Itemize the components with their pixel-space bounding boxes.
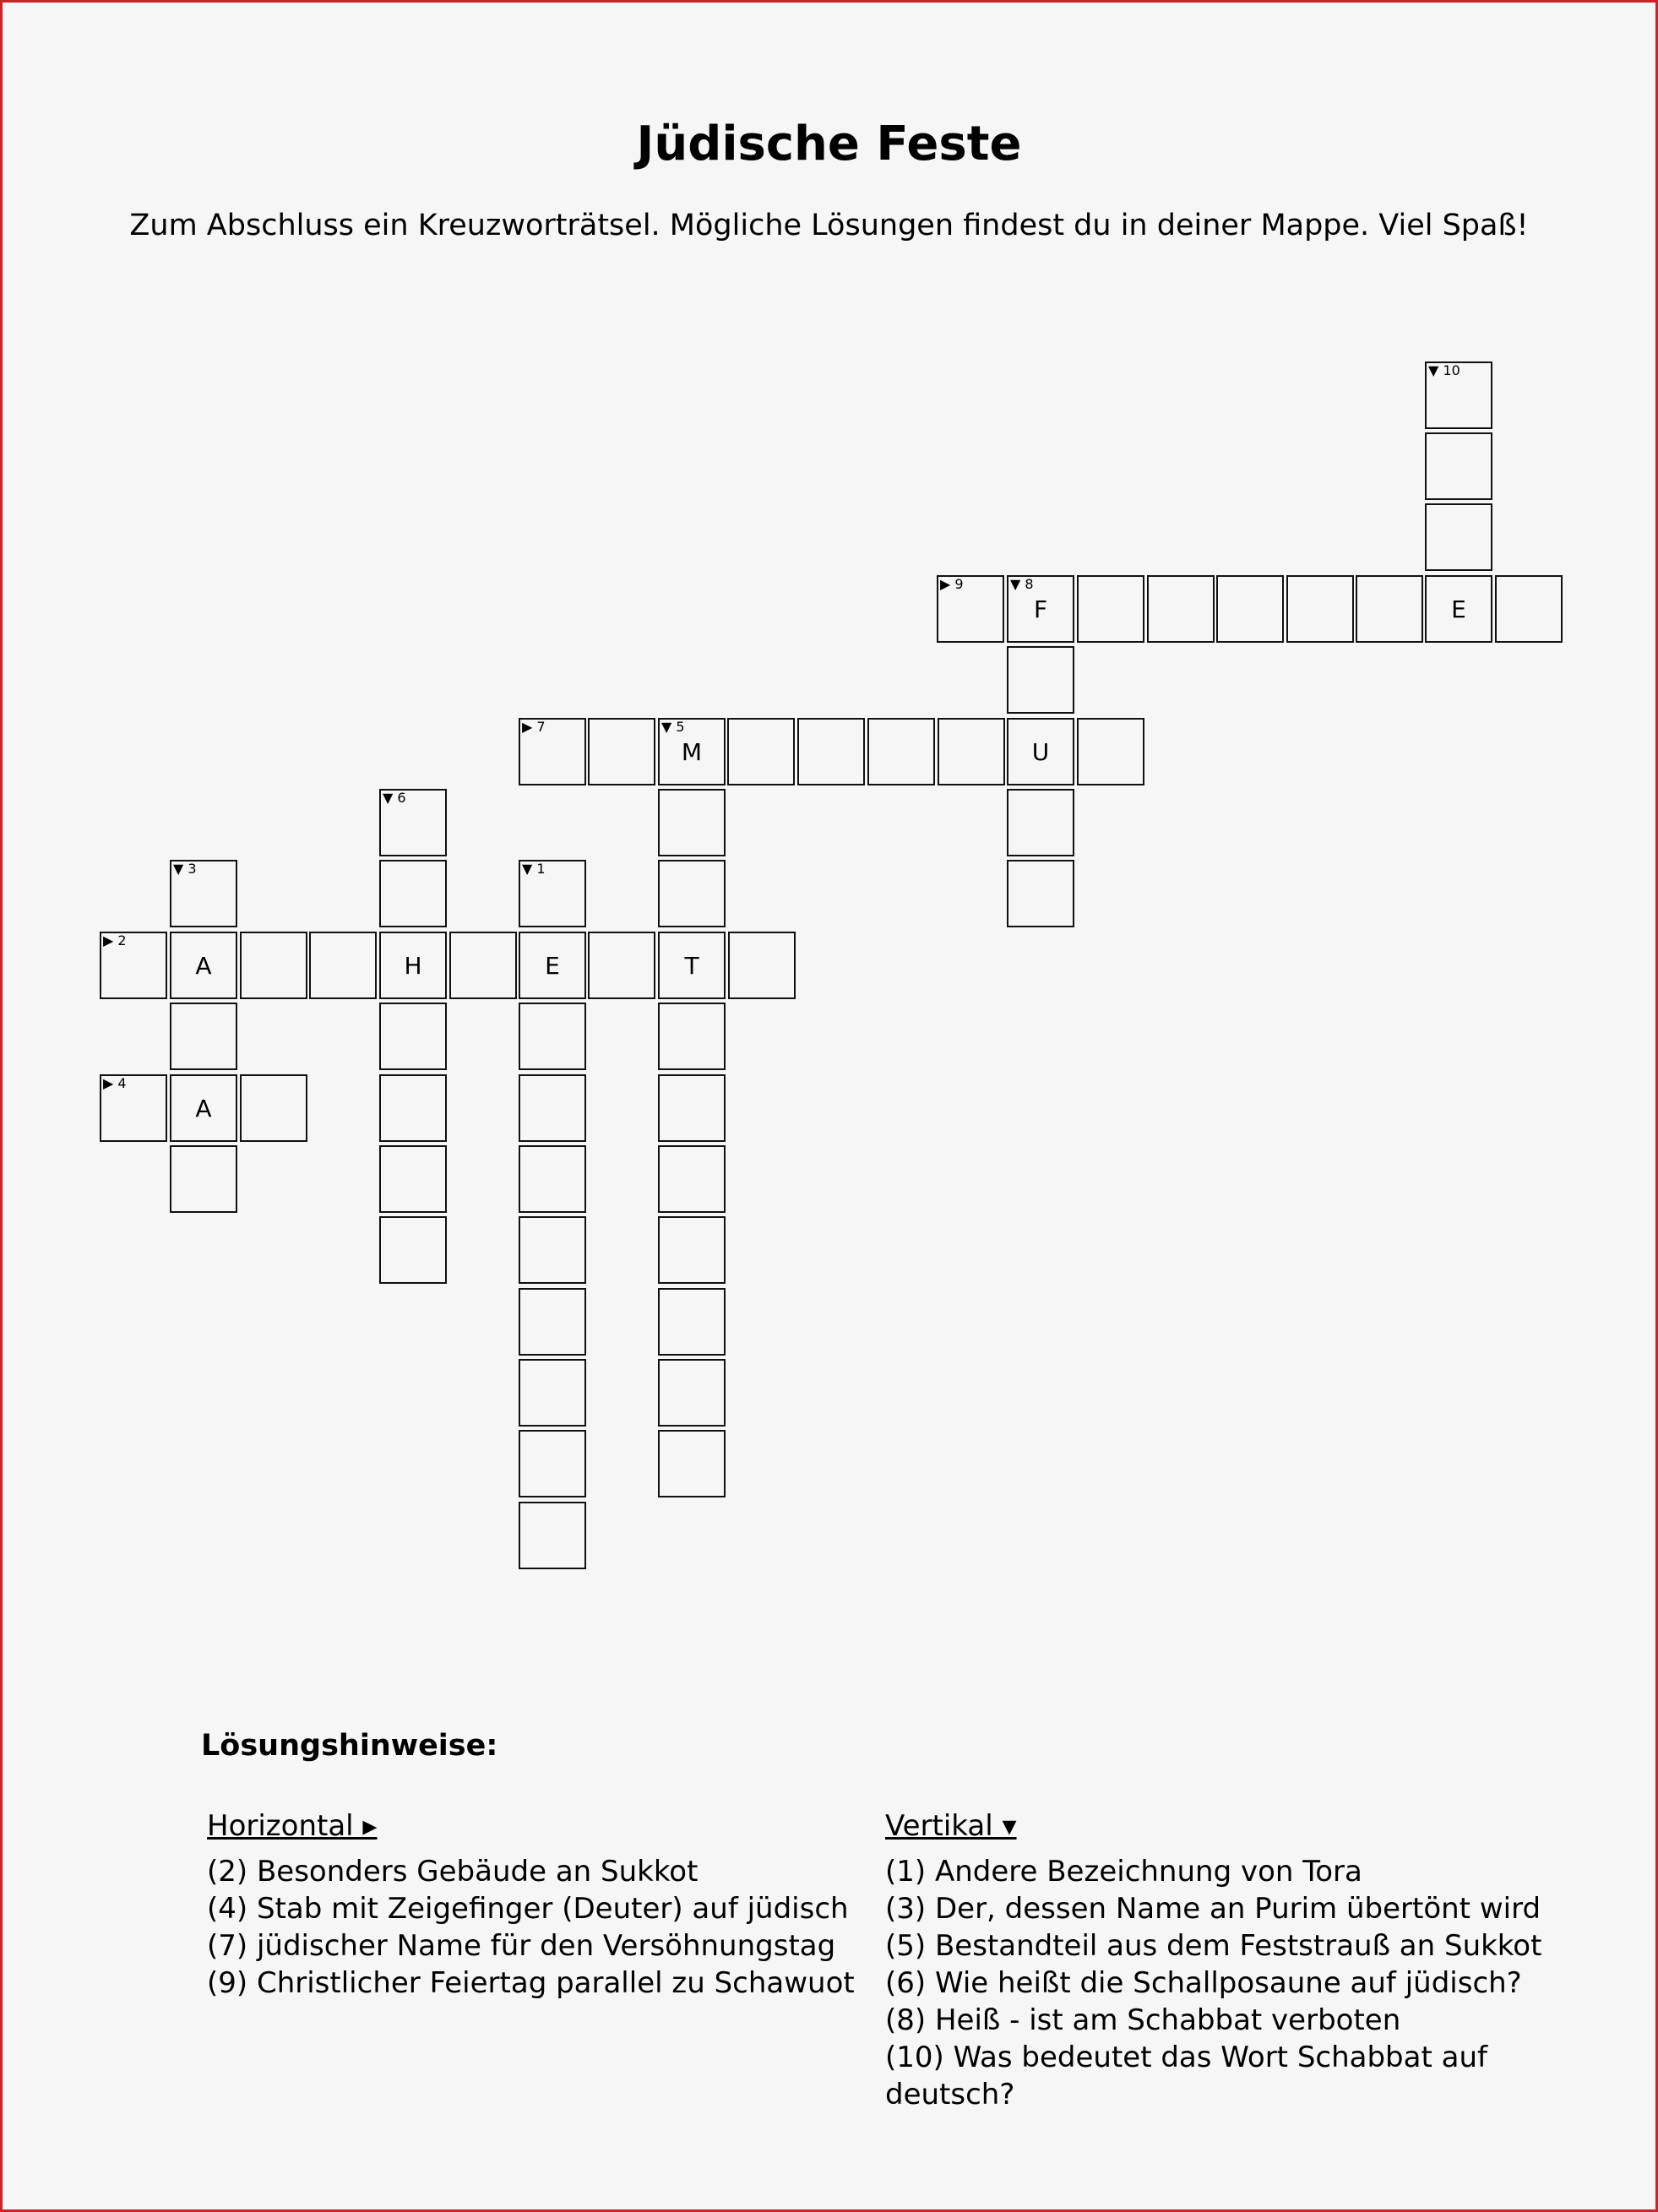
- crossword-cell-1[interactable]: [519, 1003, 586, 1070]
- clue-item: (9) Christlicher Feiertag parallel zu Schawuot: [207, 1966, 855, 2000]
- crossword-cell-6[interactable]: [379, 1216, 447, 1284]
- clue-item: (3) Der, dessen Name an Purim übertönt wird: [885, 1892, 1541, 1926]
- crossword-cell-9[interactable]: [1077, 575, 1144, 643]
- crossword-cell-3[interactable]: [170, 932, 237, 999]
- clue-number: ▼ 8: [1010, 576, 1034, 592]
- crossword-cell-7[interactable]: [727, 718, 795, 785]
- crossword-cell-8[interactable]: [1007, 718, 1074, 785]
- vertical-clues: [885, 1807, 1544, 2113]
- crossword-cell-1[interactable]: [519, 1430, 586, 1497]
- crossword-cell-2[interactable]: [100, 932, 167, 999]
- cell-letter: F: [1033, 595, 1048, 623]
- crossword-cell-7[interactable]: [797, 718, 865, 785]
- crossword-cell-4[interactable]: [100, 1074, 167, 1142]
- crossword-cell-1[interactable]: [519, 1145, 586, 1213]
- crossword-cell-9[interactable]: [937, 575, 1004, 643]
- crossword-cell-7[interactable]: [867, 718, 935, 785]
- crossword-cell-3[interactable]: [170, 860, 237, 927]
- crossword-cell-7[interactable]: [588, 718, 655, 785]
- clue-item: (1) Andere Bezeichnung von Tora: [885, 1855, 1362, 1889]
- clue-item: (2) Besonders Gebäude an Sukkot: [207, 1855, 699, 1889]
- page-subtitle: Zum Abschluss ein Kreuzworträtsel. Mögliche Lösungen findest du in deiner Mappe. Viel Spaß!: [129, 209, 1529, 242]
- crossword-cell-6[interactable]: [379, 860, 447, 927]
- clue-item: (5) Bestandteil aus dem Feststrauß an Sukkot: [885, 1929, 1542, 1963]
- crossword-cell-1[interactable]: [519, 1216, 586, 1284]
- clue-item: (4) Stab mit Zeigefinger (Deuter) auf jüdisch: [207, 1892, 849, 1926]
- clue-number: ▶ 2: [103, 932, 127, 948]
- cell-letter: M: [681, 738, 703, 766]
- vertical-heading: Vertikal ▾: [885, 1809, 1017, 1843]
- crossword-cell-5[interactable]: [658, 718, 726, 785]
- crossword-cell-6[interactable]: [379, 932, 447, 999]
- cell-letter: T: [684, 952, 699, 980]
- horizontal-clues: [207, 1807, 866, 2002]
- crossword-cell-3[interactable]: [170, 1003, 237, 1070]
- crossword-cell-5[interactable]: [658, 860, 726, 927]
- crossword-cell-9[interactable]: [1356, 575, 1423, 643]
- crossword-cell-7[interactable]: [1077, 718, 1144, 785]
- clue-item: (10) Was bedeutet das Wort Schabbat auf deutsch?: [885, 2041, 1487, 2111]
- crossword-cell-6[interactable]: [379, 1145, 447, 1213]
- crossword-cell-2[interactable]: [588, 932, 655, 999]
- crossword-cell-8[interactable]: [1007, 860, 1074, 927]
- crossword-cell-2[interactable]: [240, 932, 307, 999]
- crossword-cell-10[interactable]: [1425, 432, 1492, 500]
- crossword-cell-10[interactable]: [1425, 361, 1492, 429]
- clue-item: (8) Heiß - ist am Schabbat verboten: [885, 2003, 1401, 2037]
- crossword-cell-1[interactable]: [519, 1502, 586, 1569]
- clue-number: ▶ 9: [940, 576, 964, 592]
- crossword-cell-1[interactable]: [519, 860, 586, 927]
- crossword-cell-1[interactable]: [519, 1359, 586, 1427]
- crossword-cell-6[interactable]: [379, 1003, 447, 1070]
- cell-letter: U: [1031, 738, 1050, 766]
- crossword-cell-5[interactable]: [658, 932, 726, 999]
- cell-letter: A: [195, 1095, 212, 1122]
- crossword-cell-3[interactable]: [170, 1074, 237, 1142]
- cell-letter: E: [545, 952, 560, 980]
- crossword-cell-8[interactable]: [1007, 789, 1074, 856]
- clue-item: (6) Wie heißt die Schallposaune auf jüdisch?: [885, 1966, 1522, 2000]
- clue-number: ▶ 7: [522, 719, 546, 735]
- crossword-cell-5[interactable]: [658, 1430, 726, 1497]
- page-title: Jüdische Feste: [636, 117, 1022, 171]
- crossword-cell-8[interactable]: [1007, 646, 1074, 714]
- clue-number: ▼ 5: [661, 719, 685, 735]
- crossword-cell-7[interactable]: [938, 718, 1005, 785]
- crossword-cell-9[interactable]: [1495, 575, 1563, 643]
- crossword-cell-7[interactable]: [519, 718, 586, 785]
- crossword-cell-1[interactable]: [519, 932, 586, 999]
- crossword-cell-5[interactable]: [658, 1216, 726, 1284]
- crossword-cell-10[interactable]: [1425, 503, 1492, 571]
- clue-item: (7) jüdischer Name für den Versöhnungstag: [207, 1929, 836, 1963]
- clue-number: ▼ 1: [522, 861, 546, 877]
- crossword-cell-4[interactable]: [240, 1074, 307, 1142]
- crossword-cell-5[interactable]: [658, 1003, 726, 1070]
- crossword-cell-2[interactable]: [728, 932, 796, 999]
- crossword-cell-2[interactable]: [309, 932, 377, 999]
- clue-number: ▼ 6: [383, 790, 406, 806]
- crossword-cell-1[interactable]: [519, 1074, 586, 1142]
- cell-letter: E: [1451, 595, 1466, 623]
- crossword-cell-2[interactable]: [449, 932, 517, 999]
- crossword-cell-1[interactable]: [519, 1288, 586, 1356]
- crossword-cell-5[interactable]: [658, 1145, 726, 1213]
- horizontal-heading: Horizontal ▸: [207, 1809, 378, 1843]
- crossword-cell-6[interactable]: [379, 1074, 447, 1142]
- cell-letter: A: [195, 952, 212, 980]
- crossword-cell-3[interactable]: [170, 1145, 237, 1213]
- crossword-cell-9[interactable]: [1286, 575, 1354, 643]
- crossword-cell-6[interactable]: [379, 789, 447, 856]
- crossword-cell-8[interactable]: [1007, 575, 1074, 643]
- clue-number: ▼ 10: [1428, 362, 1460, 378]
- crossword-cell-9[interactable]: [1216, 575, 1284, 643]
- crossword-cell-5[interactable]: [658, 1074, 726, 1142]
- cell-letter: H: [404, 952, 422, 980]
- crossword-cell-5[interactable]: [658, 1288, 726, 1356]
- hints-title: Lösungshinweise:: [201, 1729, 498, 1763]
- clue-number: ▶ 4: [103, 1075, 127, 1091]
- crossword-cell-9[interactable]: [1425, 575, 1492, 643]
- crossword-cell-9[interactable]: [1147, 575, 1215, 643]
- crossword-cell-5[interactable]: [658, 1359, 726, 1427]
- clue-number: ▼ 3: [173, 861, 197, 877]
- crossword-cell-5[interactable]: [658, 789, 726, 856]
